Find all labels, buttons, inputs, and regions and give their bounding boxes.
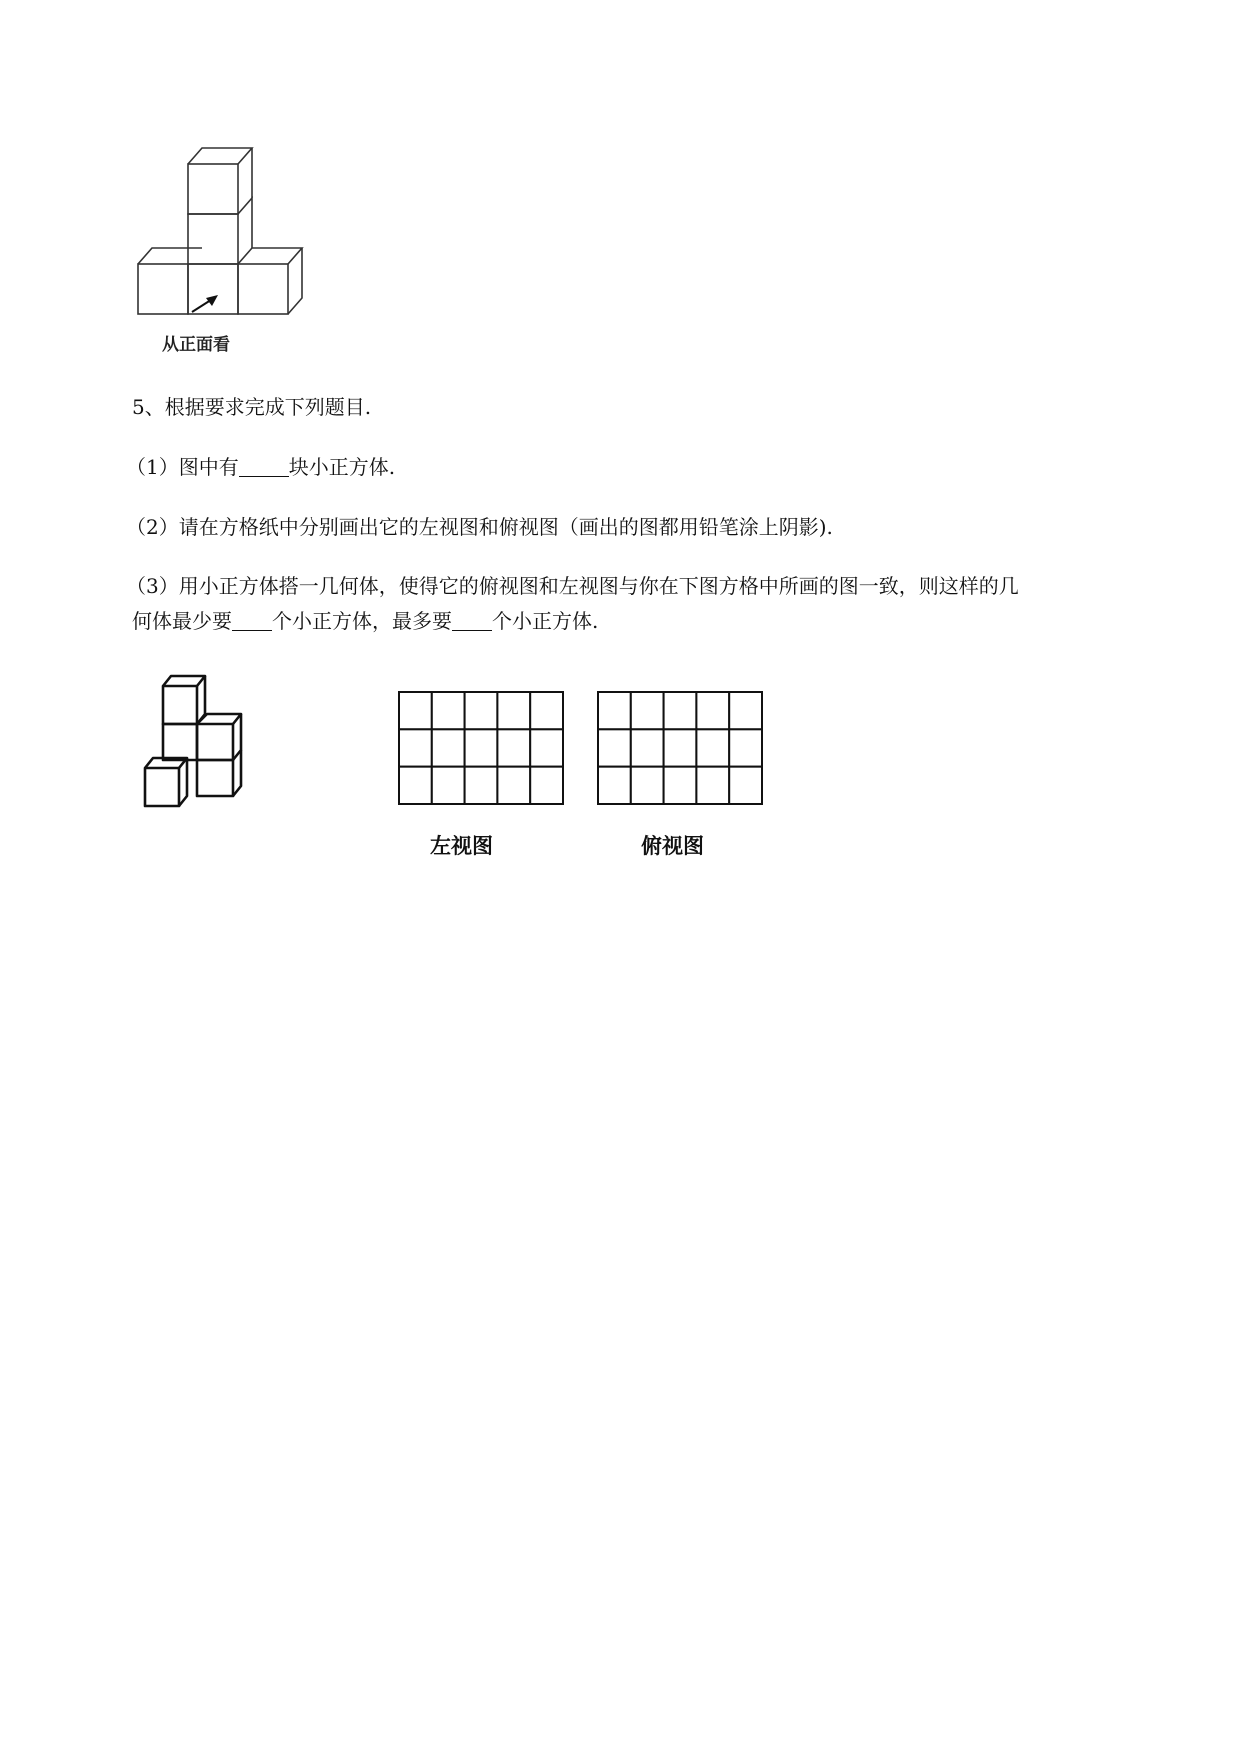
grid-cell[interactable] — [598, 767, 631, 804]
cube-stack-figure-2 — [135, 670, 255, 820]
part3-min-label: 何体最少要 — [132, 609, 232, 633]
left-view-label: 左视图 — [430, 834, 493, 858]
question-heading: 5、根据要求完成下列题目. — [132, 395, 372, 419]
answer-blank-count[interactable] — [239, 456, 289, 477]
grid-cell[interactable] — [729, 729, 762, 766]
grid-cell[interactable] — [664, 767, 697, 804]
question-part-3-line-1: （3）用小正方体搭一几何体，使得它的俯视图和左视图与你在下图方格中所画的图一致，则这样的几 — [126, 574, 1019, 598]
question-part-2: （2）请在方格纸中分别画出它的左视图和俯视图（画出的图都用铅笔涂上阴影). — [126, 515, 833, 539]
grid-cell[interactable] — [631, 767, 664, 804]
top-view-grid[interactable] — [596, 690, 764, 806]
answer-blank-max[interactable] — [452, 610, 492, 631]
grid-cell[interactable] — [497, 767, 530, 804]
grid-cell[interactable] — [465, 692, 498, 729]
grid-cell[interactable] — [432, 692, 465, 729]
question-part-3-line-2 — [132, 607, 598, 635]
grid-cell[interactable] — [399, 692, 432, 729]
answer-blank-min[interactable] — [232, 610, 272, 631]
grid-cell[interactable] — [696, 692, 729, 729]
left-view-grid[interactable] — [397, 690, 565, 806]
grid-cell[interactable] — [530, 729, 563, 766]
grid-cell[interactable] — [664, 692, 697, 729]
grid-cell[interactable] — [729, 692, 762, 729]
grid-cell[interactable] — [598, 729, 631, 766]
grid-cell[interactable] — [598, 692, 631, 729]
grid-cell[interactable] — [399, 729, 432, 766]
grid-cell[interactable] — [631, 692, 664, 729]
grid-cell[interactable] — [432, 767, 465, 804]
part3-end: 个小正方体. — [492, 609, 599, 633]
grid-cell[interactable] — [664, 729, 697, 766]
question-part-1 — [126, 453, 395, 481]
cube-stack-figure-1 — [130, 140, 330, 360]
grid-cell[interactable] — [465, 729, 498, 766]
top-view-label: 俯视图 — [641, 834, 704, 858]
grid-cell[interactable] — [432, 729, 465, 766]
grid-cell[interactable] — [399, 767, 432, 804]
grid-cell[interactable] — [696, 729, 729, 766]
part1-before: （1）图中有 — [126, 455, 239, 479]
grid-cell[interactable] — [530, 767, 563, 804]
part3-max-label: 个小正方体，最多要 — [272, 609, 452, 633]
grid-cell[interactable] — [631, 729, 664, 766]
part1-after: 块小正方体. — [288, 455, 396, 479]
grid-cell[interactable] — [729, 767, 762, 804]
grid-cell[interactable] — [696, 767, 729, 804]
grid-cell[interactable] — [497, 692, 530, 729]
figure-caption: 从正面看 — [162, 335, 230, 355]
grid-cell[interactable] — [497, 729, 530, 766]
grid-cell[interactable] — [530, 692, 563, 729]
grid-cell[interactable] — [465, 767, 498, 804]
